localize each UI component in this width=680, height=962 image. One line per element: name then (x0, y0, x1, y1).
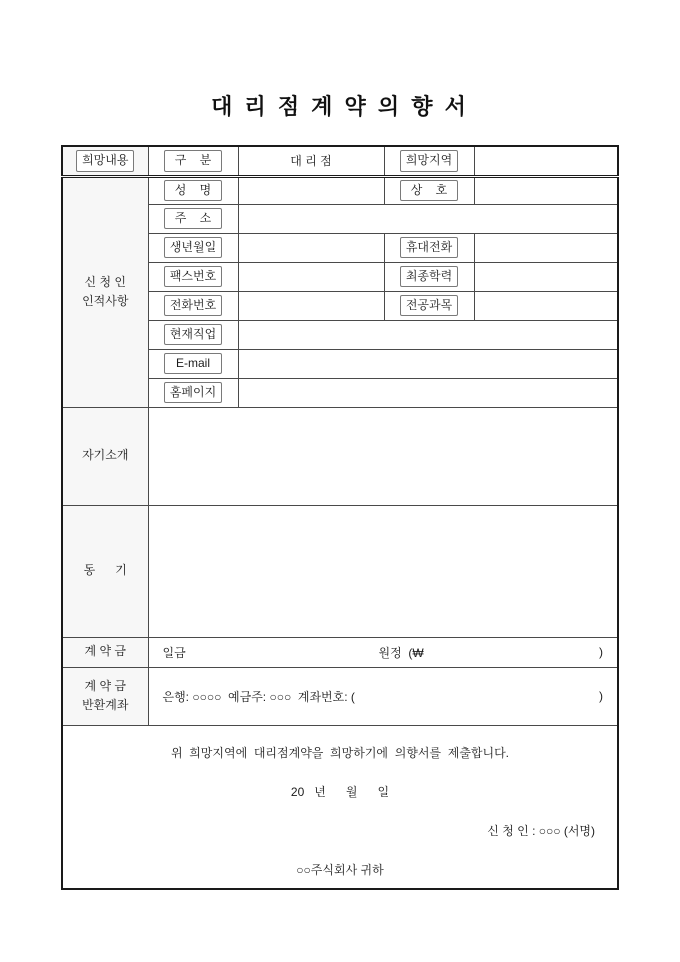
email-label: E-mail (164, 353, 222, 375)
page-title: 대 리 점 계 약 의 향 서 (211, 94, 469, 119)
region-label: 희망지역 (400, 150, 458, 172)
motivation-value-cell (148, 505, 618, 637)
region-label-cell (384, 146, 474, 176)
deposit-line (149, 644, 618, 661)
category-label-cell (148, 146, 238, 176)
category-value-cell (238, 146, 384, 176)
major-label-cell (384, 291, 474, 320)
refund-account-label-line1: 계 약 금 (84, 678, 126, 693)
mobile-label-cell (384, 233, 474, 262)
deposit-prefix: 일금 (162, 645, 186, 660)
motivation-section-cell (62, 505, 148, 637)
refund-account-suffix: ) (599, 689, 603, 703)
education-label-cell (384, 262, 474, 291)
refund-account-value-cell (148, 667, 618, 725)
fax-label-cell (148, 262, 238, 291)
job-label-cell (148, 320, 238, 349)
closing-signer: 신 청 인 : ○○○ (서명) (487, 823, 595, 838)
homepage-value-cell (238, 378, 618, 407)
closing-cell (62, 725, 618, 889)
closing-row (62, 725, 618, 889)
company-value-cell (474, 176, 618, 204)
homepage-label: 홈페이지 (164, 382, 222, 404)
birth-label-cell (148, 233, 238, 262)
self-intro-value-cell (148, 407, 618, 505)
mobile-label: 휴대전화 (400, 237, 458, 259)
applicant-section-cell (62, 176, 148, 407)
job-label: 현재직업 (164, 324, 222, 346)
deposit-label: 계 약 금 (84, 644, 126, 659)
category-value: 대 리 점 (290, 154, 332, 169)
education-value-cell (474, 262, 618, 291)
closing-statement: 위 희망지역에 대리점계약을 희망하기에 의향서를 제출합니다. (170, 745, 510, 760)
phone-label: 전화번호 (164, 295, 222, 317)
job-value-cell (238, 320, 618, 349)
motivation-label: 동 기 (83, 563, 127, 578)
major-value-cell (474, 291, 618, 320)
refund-account-label-line2: 반환계좌 (82, 698, 129, 712)
name-row (62, 176, 618, 204)
deposit-row (62, 637, 618, 667)
region-value-cell (474, 146, 618, 176)
deposit-section-cell (62, 637, 148, 667)
deposit-middle: 원정 (₩ (378, 645, 424, 660)
category-label: 구 분 (164, 150, 222, 172)
address-label-cell (148, 204, 238, 233)
email-value-cell (238, 349, 618, 378)
fax-label: 팩스번호 (164, 266, 222, 288)
intent-form-table (61, 145, 619, 890)
address-label: 주 소 (164, 208, 222, 230)
applicant-section-label-line2: 인적사항 (82, 294, 129, 308)
fax-value-cell (238, 262, 384, 291)
homepage-label-cell (148, 378, 238, 407)
applicant-section-label-line1: 신 청 인 (84, 274, 126, 289)
education-label: 최종학력 (400, 266, 458, 288)
email-label-cell (148, 349, 238, 378)
refund-account-content: 은행: ○○○○ 예금주: ○○○ 계좌번호: ( (162, 689, 355, 704)
refund-account-row (62, 667, 618, 725)
deposit-suffix: ) (599, 645, 603, 659)
self-intro-row (62, 407, 618, 505)
name-value-cell (238, 176, 384, 204)
address-value-cell (238, 204, 618, 233)
deposit-value-cell (148, 637, 618, 667)
hope-section-label: 희망내용 (76, 150, 134, 172)
self-intro-section-cell (62, 407, 148, 505)
hope-section-cell (62, 146, 148, 176)
name-label: 성 명 (164, 180, 222, 202)
self-intro-label: 자기소개 (82, 448, 129, 463)
mobile-value-cell (474, 233, 618, 262)
major-label: 전공과목 (400, 295, 458, 317)
company-label: 상 호 (400, 180, 458, 202)
name-label-cell (148, 176, 238, 204)
company-label-cell (384, 176, 474, 204)
phone-value-cell (238, 291, 384, 320)
closing-date: 20 년 월 일 (290, 784, 390, 799)
motivation-row (62, 505, 618, 637)
refund-account-line (149, 688, 618, 705)
closing-recipient: ○○주식회사 귀하 (296, 862, 384, 877)
birth-value-cell (238, 233, 384, 262)
refund-account-section-cell (62, 667, 148, 725)
birth-label: 생년월일 (164, 237, 222, 259)
phone-label-cell (148, 291, 238, 320)
header-row (62, 146, 618, 176)
